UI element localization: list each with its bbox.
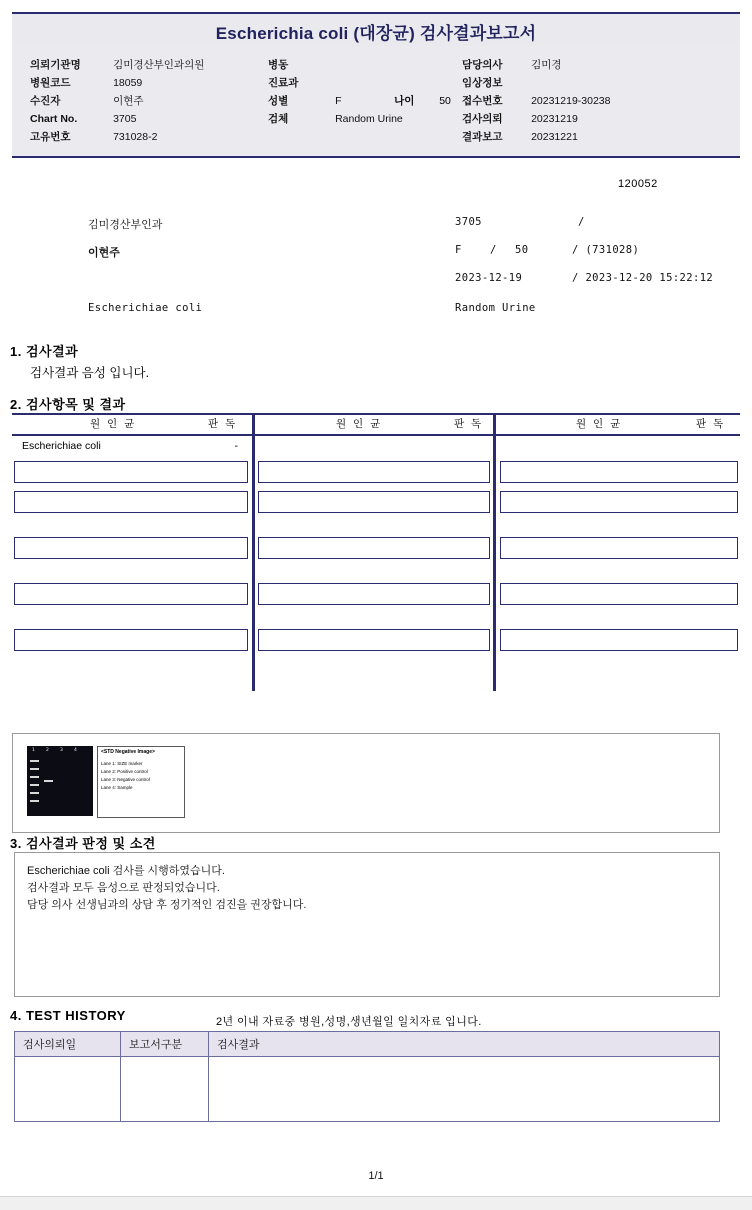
label-clinical-info: 임상정보 bbox=[462, 77, 503, 89]
comment-box bbox=[14, 852, 720, 997]
echo-sep-1: / bbox=[578, 216, 585, 228]
cell-organism-name: Escherichiae coli bbox=[22, 440, 101, 452]
colheader-judgement-3: 판 독 bbox=[696, 418, 726, 430]
value-institution-name: 김미경산부인과의원 bbox=[113, 59, 205, 71]
value-sex: F bbox=[335, 95, 342, 107]
section-3-heading: 3. 검사결과 판정 및 소견 bbox=[10, 836, 156, 851]
gel-band bbox=[30, 768, 39, 770]
table-row bbox=[14, 583, 248, 605]
table-row bbox=[15, 1057, 720, 1122]
label-ward: 병동 bbox=[268, 59, 289, 71]
colheader-rule-2 bbox=[255, 434, 498, 436]
gel-band bbox=[30, 784, 39, 786]
history-col-request-date: 검사의뢰일 bbox=[15, 1032, 121, 1057]
label-hospital-code: 병원코드 bbox=[30, 77, 71, 89]
label-reception-no: 접수번호 bbox=[462, 95, 503, 107]
table-row bbox=[14, 491, 248, 513]
value-patient-name: 이현주 bbox=[113, 95, 144, 107]
history-col-report-type: 보고서구분 bbox=[121, 1032, 209, 1057]
label-id-no: 고유번호 bbox=[30, 131, 71, 143]
header-field-specimen bbox=[268, 110, 451, 128]
header-field-department bbox=[268, 74, 451, 92]
table-row bbox=[14, 461, 248, 483]
value-hospital-code: 18059 bbox=[113, 77, 143, 89]
gel-band bbox=[30, 792, 39, 794]
echo-report-datetime: / 2023-12-20 15:22:12 bbox=[572, 272, 714, 284]
echo-age: 50 bbox=[515, 244, 529, 256]
table-row bbox=[258, 629, 490, 651]
table-top-rule bbox=[12, 413, 740, 415]
comment-line: 담당 의사 선생님과의 상담 후 정기적인 검진을 권장합니다. bbox=[27, 899, 307, 911]
header-field-id-no bbox=[30, 128, 204, 146]
gel-legend bbox=[97, 746, 185, 818]
value-doctor: 김미경 bbox=[531, 59, 562, 71]
header-field-sex-age bbox=[268, 92, 451, 110]
table-row bbox=[258, 491, 490, 513]
gel-legend-title: <STD Negative Image> bbox=[101, 749, 155, 755]
colheader-organism-1: 원 인 균 bbox=[90, 418, 137, 430]
table-vertical-separator-1 bbox=[252, 413, 255, 691]
table-row bbox=[258, 461, 490, 483]
result-colheader-group-3 bbox=[498, 416, 740, 432]
gel-image-box bbox=[12, 733, 720, 833]
report-title-bar bbox=[12, 12, 740, 50]
echo-sep-2: / bbox=[490, 244, 497, 256]
gel-legend-line: Lane 4: Sample bbox=[101, 785, 133, 790]
section-1-heading: 1. 검사결과 bbox=[10, 344, 79, 359]
gel-lane-number: 4 bbox=[74, 748, 77, 753]
value-chart-no: 3705 bbox=[113, 113, 137, 125]
label-doctor: 담당의사 bbox=[462, 59, 503, 71]
value-reception-no: 20231219-30238 bbox=[531, 95, 611, 107]
echo-clinic-name: 김미경산부인과 bbox=[88, 219, 163, 231]
gel-electrophoresis-image bbox=[27, 746, 93, 816]
gel-lane-number: 3 bbox=[60, 748, 63, 753]
header-field-doctor bbox=[462, 56, 610, 74]
barcode-number: 120052 bbox=[618, 178, 658, 190]
history-note: 2년 이내 자료중 병원,성명,생년월일 일치자료 입니다. bbox=[216, 1016, 482, 1028]
table-row bbox=[500, 537, 738, 559]
page-title: Escherichia coli (대장균) 검사결과보고서 bbox=[215, 23, 537, 43]
gel-legend-line: Lane 1: SIZE marker bbox=[101, 761, 143, 766]
table-row bbox=[258, 537, 490, 559]
label-patient-name: 수진자 bbox=[30, 95, 61, 107]
table-row bbox=[500, 629, 738, 651]
label-report-date: 결과보고 bbox=[462, 131, 503, 143]
colheader-judgement-2: 판 독 bbox=[454, 418, 484, 430]
table-vertical-separator-2 bbox=[493, 413, 496, 691]
section-1-text: 검사결과 음성 입니다. bbox=[30, 366, 150, 380]
gel-band bbox=[44, 780, 53, 782]
label-specimen: 검체 bbox=[268, 113, 289, 125]
gel-band bbox=[30, 760, 39, 762]
echo-id-no: / (731028) bbox=[572, 244, 640, 256]
cell-judgement-value: - bbox=[234, 440, 238, 452]
label-institution-name: 의뢰기관명 bbox=[30, 59, 81, 71]
gel-lane-number: 2 bbox=[46, 748, 49, 753]
table-row bbox=[500, 461, 738, 483]
header-column-ward bbox=[268, 56, 451, 128]
value-id-no: 731028-2 bbox=[113, 131, 158, 143]
gel-legend-line: Lane 2: Positive control bbox=[101, 769, 148, 774]
header-field-chart-no bbox=[30, 110, 204, 128]
header-field-hospital-code bbox=[30, 74, 204, 92]
table-row bbox=[500, 583, 738, 605]
colheader-organism-2: 원 인 균 bbox=[336, 418, 383, 430]
value-report-date: 20231221 bbox=[531, 131, 578, 143]
gel-lane-number: 1 bbox=[32, 748, 35, 753]
gel-legend-line: Lane 3: Negative control bbox=[101, 777, 150, 782]
echo-request-date: 2023-12-19 bbox=[455, 272, 523, 284]
section-4-heading: 4. TEST HISTORY bbox=[10, 1008, 126, 1023]
value-age: 50 bbox=[439, 95, 451, 107]
header-column-institution bbox=[30, 56, 204, 146]
colheader-judgement-1: 판 독 bbox=[208, 418, 238, 430]
table-row bbox=[500, 491, 738, 513]
history-cell-result bbox=[209, 1057, 720, 1122]
gel-band bbox=[30, 800, 39, 802]
echo-specimen: Random Urine bbox=[455, 302, 536, 314]
header-field-clinical-info bbox=[462, 74, 610, 92]
history-cell-report-type bbox=[121, 1057, 209, 1122]
header-field-ward bbox=[268, 56, 451, 74]
header-field-report-date bbox=[462, 128, 610, 146]
result-colheader-group-2 bbox=[258, 416, 498, 432]
test-history-table bbox=[14, 1031, 720, 1122]
colheader-rule-3 bbox=[498, 434, 740, 436]
echo-test-name: Escherichiae coli bbox=[88, 302, 203, 314]
label-age: 나이 bbox=[394, 95, 415, 107]
table-row bbox=[14, 629, 248, 651]
label-chart-no: Chart No. bbox=[30, 113, 78, 125]
colheader-organism-3: 원 인 균 bbox=[576, 418, 623, 430]
history-cell-request-date bbox=[15, 1057, 121, 1122]
table-row bbox=[14, 537, 248, 559]
gel-band bbox=[30, 776, 39, 778]
label-request-date: 검사의뢰 bbox=[462, 113, 503, 125]
page-number: 1/1 bbox=[368, 1170, 384, 1182]
header-field-request-date bbox=[462, 110, 610, 128]
colheader-rule-1 bbox=[12, 434, 255, 436]
value-specimen: Random Urine bbox=[335, 113, 403, 125]
label-department: 진료과 bbox=[268, 77, 299, 89]
value-request-date: 20231219 bbox=[531, 113, 578, 125]
history-header-row bbox=[15, 1032, 720, 1057]
table-row bbox=[258, 583, 490, 605]
section-2-heading: 2. 검사항목 및 결과 bbox=[10, 397, 126, 412]
header-field-reception-no bbox=[462, 92, 610, 110]
result-colheader-group-1 bbox=[12, 416, 252, 432]
echo-patient-name: 이현주 bbox=[88, 247, 120, 259]
label-sex: 성별 bbox=[268, 95, 289, 107]
history-col-result: 검사결과 bbox=[209, 1032, 720, 1057]
patient-header-block bbox=[12, 46, 740, 158]
header-field-patient-name bbox=[30, 92, 204, 110]
comment-line: Escherichiae coli 검사를 시행하였습니다. bbox=[27, 865, 225, 877]
header-field-institution-name bbox=[30, 56, 204, 74]
echo-sex: F bbox=[455, 244, 462, 256]
comment-text bbox=[27, 863, 709, 914]
header-column-doctor bbox=[462, 56, 610, 146]
bottom-strip bbox=[0, 1196, 752, 1210]
echo-chart-no: 3705 bbox=[455, 216, 482, 228]
comment-line: 검사결과 모두 음성으로 판정되었습니다. bbox=[27, 882, 220, 894]
table-row bbox=[14, 437, 248, 459]
